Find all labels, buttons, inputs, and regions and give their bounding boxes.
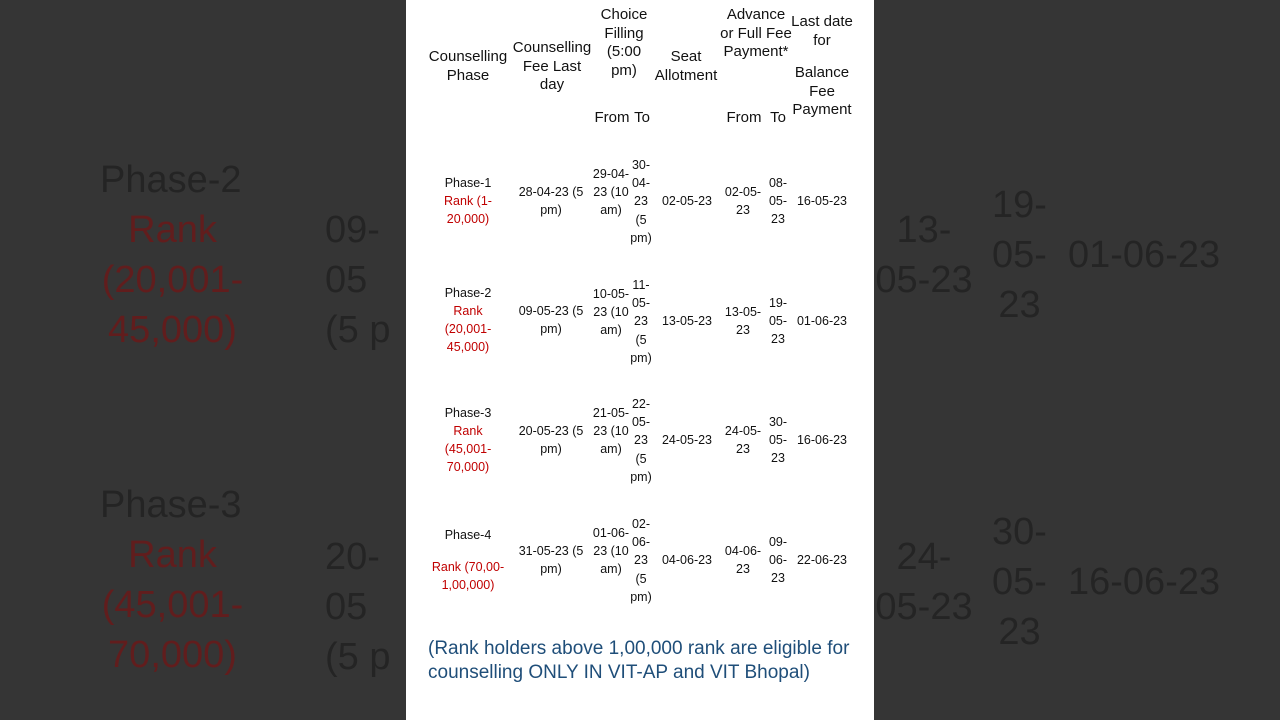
- table-row-4-balance: 22-06-23: [796, 553, 848, 567]
- table-row-3-adv-to: 30-05-23: [768, 415, 788, 466]
- table-row-2-choice-to: 11-05-23 (5 pm): [630, 278, 652, 365]
- bg-upper-seat: 13-05-23: [875, 209, 973, 301]
- header-advance-from: From: [726, 109, 762, 126]
- table-row-1-seat: 02-05-23: [661, 194, 713, 208]
- table-row-1-adv-to: 08-05-23: [768, 176, 788, 227]
- table-row-1-fee-day: 28-04-23 (5 pm): [518, 185, 584, 218]
- eligibility-note: (Rank holders above 1,00,000 rank are eligible for counselling ONLY IN VIT-AP and VIT Bhopal): [428, 638, 850, 683]
- bg-upper-fee: 09-05 (5 p: [325, 209, 391, 351]
- table-row-4-adv-from: 04-06-23: [724, 544, 762, 577]
- bg-lower-adv-to: 30-05-23: [992, 511, 1047, 653]
- header-choice-to: To: [634, 109, 650, 126]
- table-row-4-rank: Rank (70,00-1,00,000): [431, 560, 505, 593]
- table-row-4-choice-to: 02-06-23 (5 pm): [630, 517, 652, 604]
- bg-lower-rank: Rank (45,001-70,000): [101, 534, 244, 676]
- header-seat-allotment: Seat Allotment: [654, 48, 718, 84]
- bg-lower-seat: 24-05-23: [875, 536, 973, 628]
- bg-upper-rank: Rank (20,001-45,000): [101, 209, 244, 351]
- bg-upper-adv-to: 19-05-23: [992, 184, 1047, 326]
- table-row-1-choice-from: 29-04-23 (10 am): [592, 167, 630, 218]
- table-row-4-fee-day: 31-05-23 (5 pm): [518, 544, 584, 577]
- header-advance-to: To: [770, 109, 786, 126]
- table-row-1-choice-to: 30-04-23 (5 pm): [630, 158, 652, 245]
- header-choice-from: From: [594, 109, 630, 126]
- table-row-2-rank: Rank (20,001-45,000): [444, 304, 492, 355]
- table-row-1-phase: Phase-1: [444, 176, 492, 190]
- table-row-2-choice-from: 10-05-23 (10 am): [592, 287, 630, 338]
- table-row-2-seat: 13-05-23: [661, 314, 713, 328]
- table-row-2-adv-to: 19-05-23: [768, 296, 788, 347]
- header-fee-last-day: Counselling Fee Last day: [512, 39, 592, 93]
- table-row-2-phase: Phase-2: [444, 286, 492, 300]
- table-row-3-adv-from: 24-05-23: [724, 424, 762, 457]
- header-advance-payment: Advance or Full Fee Payment*: [720, 6, 792, 60]
- table-row-3-choice-from: 21-05-23 (10 am): [592, 406, 630, 457]
- table-row-3-seat: 24-05-23: [661, 433, 713, 447]
- bg-upper-balance: 01-06-23: [1068, 234, 1221, 276]
- table-row-4-phase: Phase-4: [444, 528, 492, 542]
- table-row-3-phase: Phase-3: [444, 406, 492, 420]
- header-balance-fee: Balance Fee Payment: [792, 64, 852, 118]
- table-row-1-rank: Rank (1-20,000): [444, 194, 492, 227]
- table-row-4-adv-to: 09-06-23: [768, 535, 788, 586]
- table-row-3-fee-day: 20-05-23 (5 pm): [518, 424, 584, 457]
- table-row-3-choice-to: 22-05-23 (5 pm): [630, 397, 652, 484]
- header-choice-filling: Choice Filling (5:00 pm): [600, 6, 648, 79]
- table-row-1-adv-from: 02-05-23: [724, 185, 762, 218]
- table-row-2-fee-day: 09-05-23 (5 pm): [518, 304, 584, 337]
- table-row-4-seat: 04-06-23: [661, 553, 713, 567]
- table-row-1-balance: 16-05-23: [796, 194, 848, 208]
- bg-lower-phase: Phase-3: [100, 484, 242, 526]
- header-last-date: Last date for: [791, 13, 853, 49]
- bg-lower-fee: 20-05 (5 p: [325, 536, 391, 678]
- table-row-3-balance: 16-06-23: [796, 433, 848, 447]
- table-row-4-choice-from: 01-06-23 (10 am): [592, 526, 630, 577]
- table-row-2-adv-from: 13-05-23: [724, 305, 762, 338]
- table-row-2-balance: 01-06-23: [796, 314, 848, 328]
- bg-upper-phase: Phase-2: [100, 159, 242, 201]
- header-phase: Counselling Phase: [428, 48, 508, 84]
- table-row-3-rank: Rank (45,001-70,000): [444, 424, 492, 475]
- schedule-panel: [406, 0, 874, 720]
- bg-lower-balance: 16-06-23: [1068, 561, 1221, 603]
